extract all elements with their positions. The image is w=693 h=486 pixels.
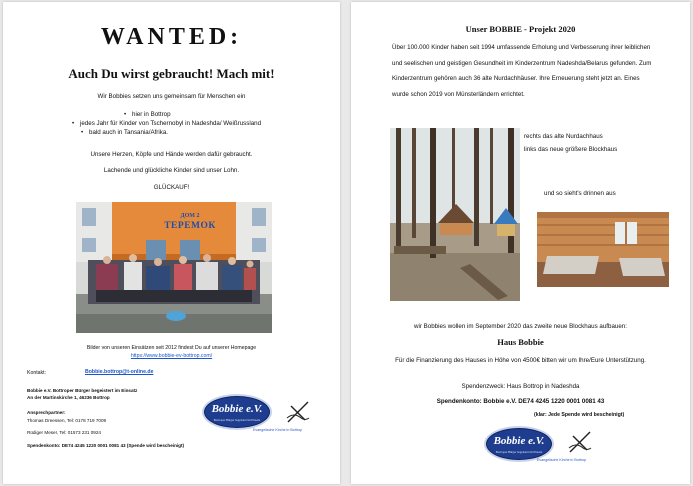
donation-note: (klar: Jede Spende wird bescheinigt)	[534, 412, 625, 418]
glueckauf-text: GLÜCKAUF!	[153, 184, 190, 191]
forest-cabins-photo	[390, 128, 520, 301]
bullet-item: • hier in Bottrop	[132, 110, 340, 119]
photo-sign-line1: ДОМ 2	[180, 213, 200, 219]
contact-email-link[interactable]: Bobbie.bottrop@t-online.de	[85, 369, 154, 375]
partner2: Rüdiger Meser, Tel: 01573 231 0924	[27, 430, 101, 435]
flyer-page-1	[3, 2, 340, 484]
cabin-interior-photo	[537, 212, 669, 287]
org-line1: Bobbie e.V. Bottroper Bürger begeistert im Einsatz	[27, 388, 138, 393]
headline: WANTED:	[100, 24, 243, 50]
bank-account: Spendenkonto: DE74 4245 1220 0001 0081 43 (Spende wird bescheinigt)	[27, 443, 185, 448]
flyer-page-2	[351, 2, 690, 484]
intro-text: Wir Bobbies setzen uns gemeinsam für Menschen ein	[97, 93, 246, 100]
subheadline: Auch Du wirst gebraucht! Mach mit!	[68, 66, 275, 81]
church-cross-icon-2	[567, 428, 593, 456]
children-text: Lachende und glückliche Kinder sind unser Lohn.	[103, 167, 240, 174]
contact-label: Kontakt:	[27, 370, 47, 376]
partner1: Thomas Dreessen, Tel: 0178 719 7009	[27, 418, 107, 423]
bullet-list	[80, 110, 330, 119]
bullet-list-2	[80, 119, 330, 137]
org-line2: An der Martinskirche 1, 46236 Bottrop	[27, 395, 110, 400]
church-cross-icon	[285, 398, 311, 426]
website-link[interactable]: https://www.bobbie-ev-bottrop.com/	[130, 353, 213, 359]
photo-caption: Bilder von unseren Einsätzen seit 2012 findest Du auf unserer Homepage	[86, 345, 257, 351]
logo-tagline: Bottroper Bürger begeistert im Einsatz	[495, 450, 543, 454]
financing-text: Für die Finanzierung des Hauses in Höhe von 4500€ bitten wir um Ihre/Eure Unterstützung.	[395, 357, 646, 364]
logo-tagline: Bottroper Bürger begeistert im Einsatz	[213, 418, 261, 422]
bullet-item: • jedes Jahr für Kinder von Tschernobyl in Nadeshda/ Weißrussland	[80, 119, 330, 128]
bobbie-logo	[202, 394, 272, 430]
new-house-caption: links das neue größere Blockhaus	[524, 146, 618, 153]
group-photo	[76, 202, 272, 333]
partners-label: Ansprechpartner:	[27, 410, 66, 415]
photo-sign-line2: ТЕРЕМОК	[164, 221, 216, 231]
bullet-item: • bald auch in Tansania/Afrika.	[89, 128, 339, 137]
inside-caption: und so sieht's drinnen aus	[544, 190, 616, 197]
website-link-wrap	[3, 353, 340, 360]
bank-account-2: Spendenkonto: Bobbie e.V. DE74 4245 1220 0001 0081 43	[436, 398, 605, 405]
old-house-caption: rechts das alte Nurdachhaus	[524, 133, 603, 140]
church-label-2: Evangelische Kirche in Bottrop	[537, 458, 586, 462]
logo-name: Bobbie e.V.	[211, 403, 263, 415]
purpose-text: Spendenzweck: Haus Bottrop in Nadeshda	[461, 383, 580, 390]
contact-email-wrap	[85, 369, 153, 376]
bobbie-logo-2	[484, 426, 554, 462]
plan-text: wir Bobbies wollen im September 2020 das zweite neue Blockhaus aufbauen:	[414, 323, 627, 330]
project-title: Unser BOBBIE - Projekt 2020	[465, 24, 576, 34]
house-name: Haus Bobbie	[497, 337, 544, 347]
hearts-text: Unsere Herzen, Köpfe und Hände werden dafür gebraucht.	[90, 151, 253, 158]
project-paragraph: Über 100.000 Kinder haben seit 1994 umfassende Erholung und Verbesserung ihrer leiblichen und seelischen und geistigen Gesundheit im Kinderzentrum Nadeshda/Belarus gefunden. Zum Kinderzentrum gehören auch 36 alte Nurdachhäuser. Ihre Erneuerung steht jetzt an. Eines wurde schon 2019 von Münsterländern errichtet.	[392, 44, 652, 98]
church-label: Evangelische Kirche in Bottrop	[253, 428, 302, 432]
logo-name: Bobbie e.V.	[493, 435, 545, 447]
